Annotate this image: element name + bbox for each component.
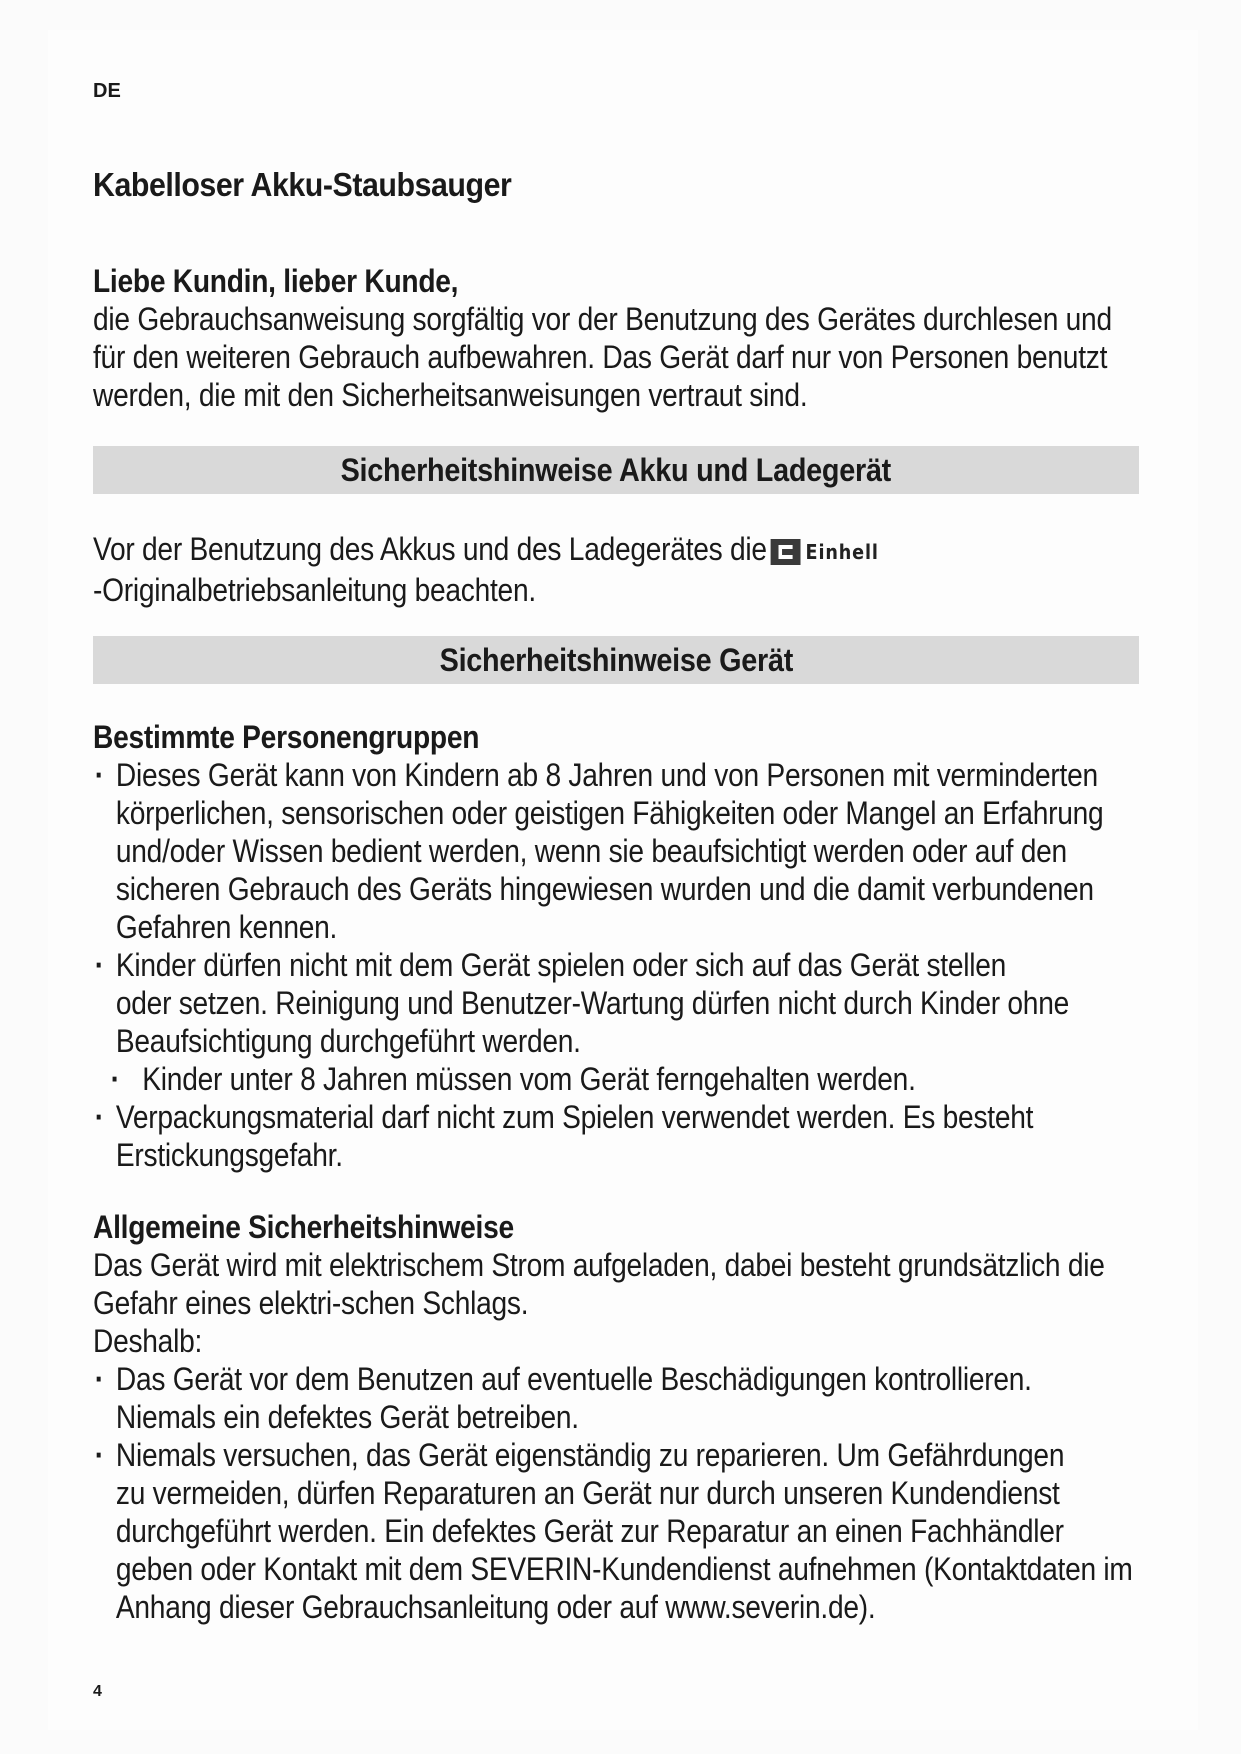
greeting: Liebe Kundin, lieber Kunde,	[93, 263, 459, 299]
general-safety-block	[93, 1208, 1153, 1626]
battery-note	[93, 530, 1153, 609]
language-code: DE	[93, 80, 121, 102]
list-item	[93, 756, 1149, 946]
general-line: Das Gerät wird mit elektrischem Strom aufgeladen, dabei besteht grundsätzlich die	[93, 1247, 1105, 1283]
einhell-wordmark: Einhell	[805, 539, 879, 564]
person-groups-list	[93, 756, 1149, 1174]
list-item	[93, 946, 1149, 1060]
einhell-logo	[770, 533, 878, 571]
subheading-general-safety: Allgemeine Sicherheitshinweise	[93, 1209, 514, 1245]
intro-line: für den weiteren Gebrauch aufbewahren. Das Gerät darf nur von Personen benutzt	[93, 339, 1108, 375]
person-groups-block	[93, 718, 1153, 1174]
section-heading: Sicherheitshinweise Gerät	[439, 641, 793, 678]
list-line: geben oder Kontakt mit dem SEVERIN-Kundendienst aufnehmen (Kontaktdaten im	[115, 1551, 1133, 1587]
list-item	[93, 1436, 1149, 1626]
list-line: Anhang dieser Gebrauchsanleitung oder auf www.severin.de).	[115, 1589, 876, 1625]
list-item	[93, 1098, 1149, 1174]
list-item	[93, 1060, 1149, 1098]
battery-note-line: Vor der Benutzung des Akkus und des Ladegerätes die	[93, 531, 767, 567]
general-safety-list	[93, 1360, 1149, 1626]
document-title: Kabelloser Akku-Staubsauger	[93, 166, 512, 203]
list-line: Niemals ein defektes Gerät betreiben.	[115, 1399, 579, 1435]
list-line: zu vermeiden, dürfen Reparaturen an Gerät nur durch unseren Kundendienst	[115, 1475, 1060, 1511]
list-line: · Verpackungsmaterial darf nicht zum Spielen verwendet werden. Es besteht	[115, 1099, 1034, 1135]
list-item	[93, 1360, 1149, 1436]
section-heading: Sicherheitshinweise Akku und Ladegerät	[340, 451, 892, 488]
list-line: und/oder Wissen bedient werden, wenn sie beaufsichtigt werden oder auf den	[115, 833, 1067, 869]
section-bar-battery	[93, 446, 1139, 494]
page-number: 4	[93, 1683, 102, 1700]
list-line: Gefahren kennen.	[115, 909, 338, 945]
intro-block	[93, 262, 1153, 414]
intro-line: die Gebrauchsanweisung sorgfältig vor der Benutzung des Gerätes durchlesen und	[93, 301, 1112, 337]
list-line: · Kinder dürfen nicht mit dem Gerät spielen oder sich auf das Gerät stellen	[115, 947, 1007, 983]
list-line: · Kinder unter 8 Jahren müssen vom Gerät ferngehalten werden.	[142, 1061, 916, 1097]
intro-line: werden, die mit den Sicherheitsanweisungen vertraut sind.	[93, 377, 808, 413]
list-line: Erstickungsgefahr.	[115, 1137, 343, 1173]
section-bar-device	[93, 636, 1139, 684]
list-line: durchgeführt werden. Ein defektes Gerät zur Reparatur an einen Fachhändler	[115, 1513, 1064, 1549]
list-line: oder setzen. Reinigung und Benutzer-Wartung dürfen nicht durch Kinder ohne	[115, 985, 1070, 1021]
einhell-mark-icon	[770, 539, 800, 565]
list-line: · Dieses Gerät kann von Kindern ab 8 Jahren und von Personen mit verminderten	[115, 757, 1098, 793]
list-line: körperlichen, sensorischen oder geistigen Fähigkeiten oder Mangel an Erfahrung	[115, 795, 1104, 831]
list-line: sicheren Gebrauch des Geräts hingewiesen wurden und die damit verbundenen	[115, 871, 1094, 907]
list-line: Beaufsichtigung durchgeführt werden.	[115, 1023, 581, 1059]
general-line: Gefahr eines elektri-schen Schlags.	[93, 1285, 529, 1321]
list-line: · Das Gerät vor dem Benutzen auf eventuelle Beschädigungen kontrollieren.	[115, 1361, 1032, 1397]
general-line: Deshalb:	[93, 1323, 203, 1359]
battery-note-line: -Originalbetriebsanleitung beachten.	[93, 571, 536, 608]
subheading-person-groups: Bestimmte Personengruppen	[93, 719, 480, 755]
list-line: · Niemals versuchen, das Gerät eigenständig zu reparieren. Um Gefährdungen	[115, 1437, 1065, 1473]
